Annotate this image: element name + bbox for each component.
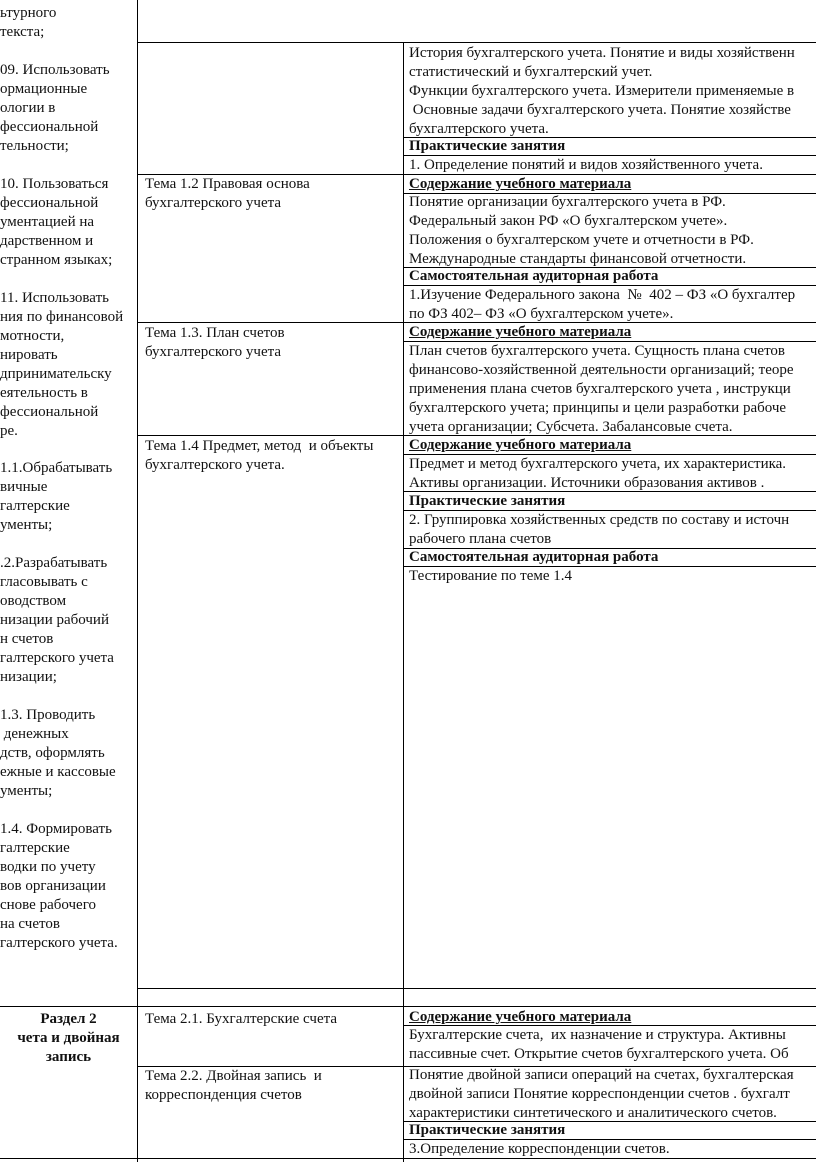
independent-work-header: Самостоятельная аудиторная работа: [409, 268, 659, 284]
practice-header: Практические занятия: [409, 493, 566, 509]
col2-right-border: [403, 42, 404, 1162]
practice-header: Практические занятия: [409, 1122, 566, 1138]
content-header: Содержание учебного материала: [409, 437, 632, 453]
row-line-bottom: [0, 1158, 816, 1159]
topic-1-3: Тема 1.3. План счетов бухгалтерского учета: [145, 325, 285, 360]
practice-text: 3.Определение корреспонденции счетов.: [409, 1141, 670, 1157]
competency-item: 09. Использовать ормационные ологии в фессиональной тельности;: [0, 62, 110, 154]
practice-text: 1. Определение понятий и видов хозяйственного учета.: [409, 157, 763, 173]
content-text: Предмет и метод бухгалтерского учета, их характеристика. Активы организации. Источники образования активов .: [409, 456, 787, 491]
content-text: Понятие двойной записи операций на счетах, бухгалтерская двойной записи Понятие корреспонденции счетов . бухгалт характеристики синтетического и аналитического счетов.: [409, 1067, 794, 1121]
competency-item: 1.1.Обрабатывать вичные галтерские ументы;: [0, 460, 113, 533]
content-header: Содержание учебного материала: [409, 176, 632, 192]
topic-2-1: Тема 2.1. Бухгалтерские счета: [145, 1011, 338, 1027]
row-line-top: [137, 42, 816, 43]
topic-1-2: Тема 1.2 Правовая основа бухгалтерского учета: [145, 176, 310, 211]
competency-item: 10. Пользоваться фессиональной ументацией на дарственном и странном языках;: [0, 176, 113, 268]
competency-item: 1.3. Проводить денежных дств, оформлять ежные и кассовые ументы;: [0, 707, 116, 799]
content-text: Понятие организации бухгалтерского учета в РФ. Федеральный закон РФ «О бухгалтерском учете». Положения о бухгалтерском учете и отчетности в РФ. Международные стандарты финансовой отчетности.: [409, 194, 754, 267]
competency-item: .2.Разрабатывать гласовывать с оводством низации рабочий н счетов галтерского учета низации;: [0, 555, 114, 685]
content-text: Бухгалтерские счета, их назначение и структура. Активны пассивные счет. Открытие счетов бухгалтерского учета. Об: [409, 1027, 789, 1062]
content-header: Содержание учебного материала: [409, 1009, 632, 1025]
topic-2-2: Тема 2.2. Двойная запись и корреспонденция счетов: [145, 1068, 322, 1103]
section-2-title: Раздел 2 чета и двойная запись: [17, 1011, 120, 1065]
competency-item: ьтурного текста;: [0, 5, 57, 40]
independent-work-header: Самостоятельная аудиторная работа: [409, 549, 659, 565]
competency-item: 11. Использовать ния по финансовой мотности, нировать дпринимательску еятельность в фессиональной ре.: [0, 290, 124, 439]
content-text: История бухгалтерского учета. Понятие и виды хозяйственн статистический и бухгалтерский учет. Функции бухгалтерского учета. Измерители применяемые в Основные задачи бухгалтерского учета. Понятие хозяйстве бухгалтерского учета.: [409, 45, 795, 137]
practice-header: Практические занятия: [409, 138, 566, 154]
row-line-end-block: [137, 988, 816, 989]
practice-text: 2. Группировка хозяйственных средств по составу и источн рабочего плана счетов: [409, 512, 790, 547]
competency-item: 1.4. Формировать галтерские водки по учету вов организации снове рабочего на счетов галтерского учета.: [0, 821, 118, 951]
content-header: Содержание учебного материала: [409, 324, 632, 340]
row-line-section2-top: [0, 1006, 816, 1007]
test-text: Тестирование по теме 1.4: [409, 568, 573, 584]
content-text: План счетов бухгалтерского учета. Сущность плана счетов финансово-хозяйственной деятельности организаций; теоре применения плана счетов бухгалтерского учета , инструкци бухгалтерского учета; принципы и цели разработки рабоче учета организации; Субсчета. Забалансовые счета.: [409, 343, 794, 435]
topic-1-4: Тема 1.4 Предмет, метод и объекты бухгалтерского учета.: [145, 438, 374, 473]
independent-work-text: 1.Изучение Федерального закона № 402 – ФЗ «О бухгалтер по ФЗ 402– ФЗ «О бухгалтерском учете».: [409, 287, 796, 322]
